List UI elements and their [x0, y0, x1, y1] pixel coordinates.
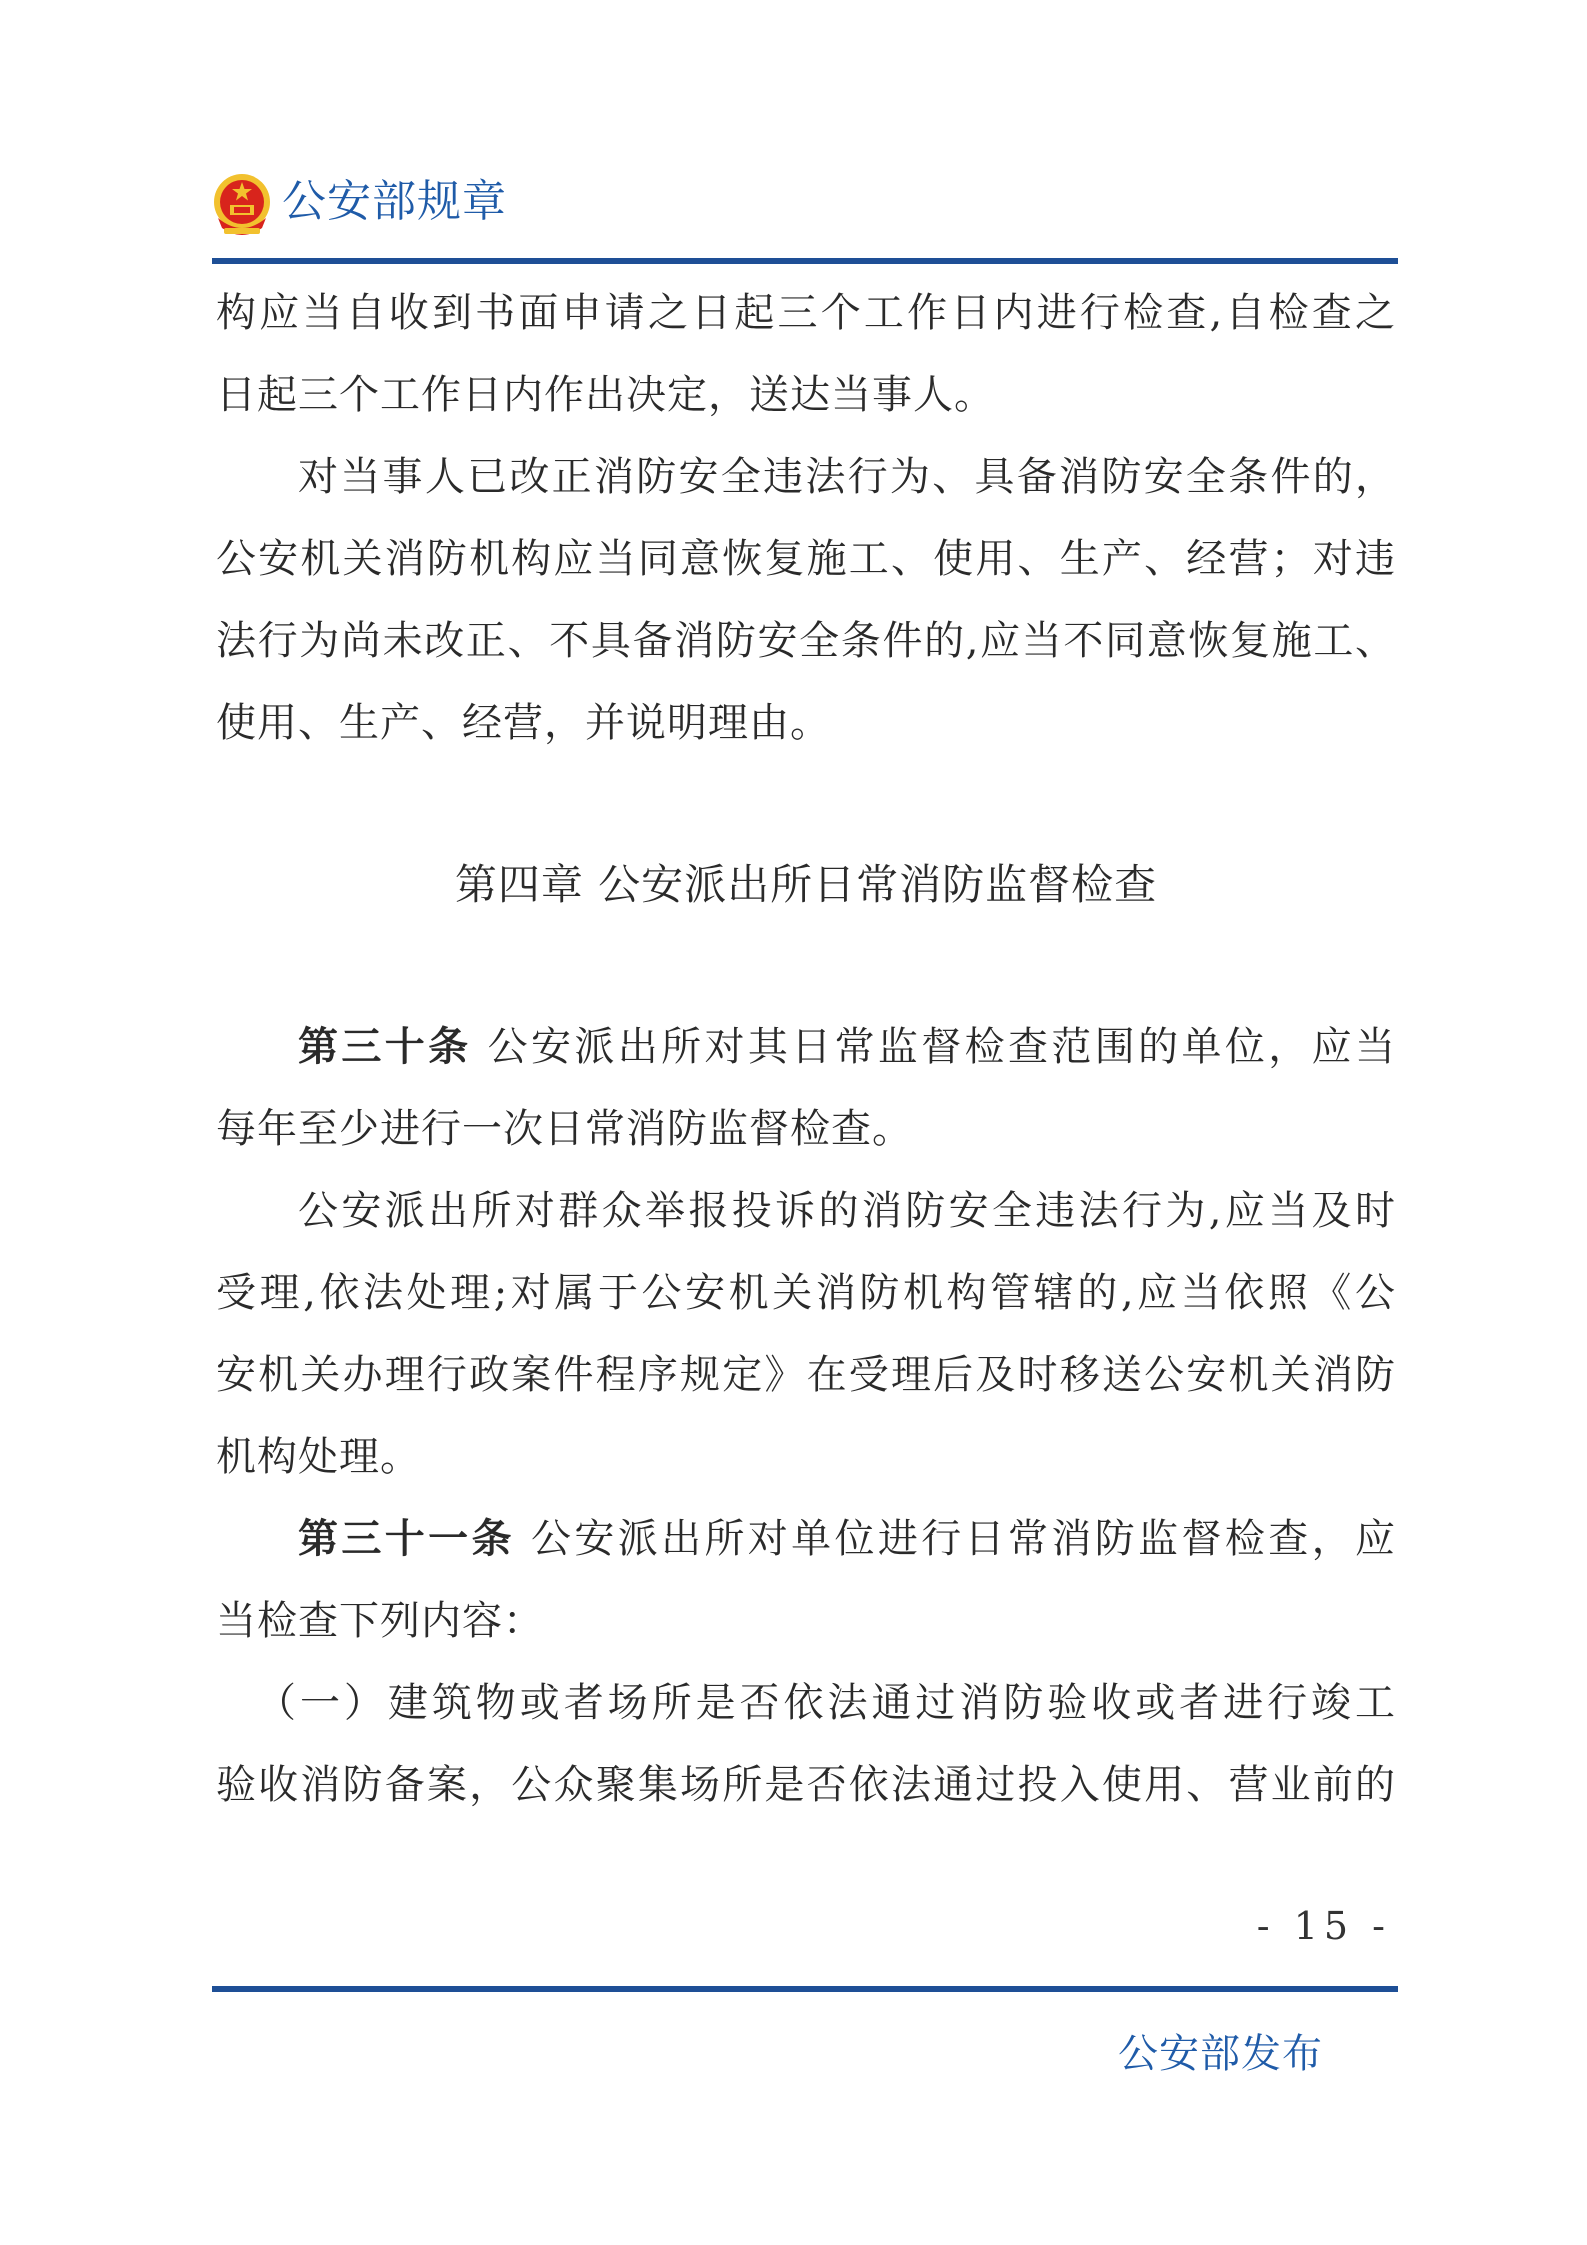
header-rule	[212, 258, 1398, 264]
paragraph-line: 日起三个工作日内作出决定，送达当事人。	[216, 372, 995, 418]
article-31-label: 第三十一条	[298, 1516, 515, 1562]
article-30-line	[216, 1006, 1396, 1088]
paragraph-line: 公安机关消防机构应当同意恢复施工、使用、生产、经营；对违	[216, 536, 1396, 582]
paragraph-line: 安机关办理行政案件程序规定》在受理后及时移送公安机关消防	[216, 1352, 1396, 1398]
article-31-text: 公安派出所对单位进行日常消防监督检查，应	[530, 1516, 1396, 1562]
list-item-line: （一）建筑物或者场所是否依法通过消防验收或者进行竣工	[256, 1680, 1396, 1726]
paragraph-line: 使用、生产、经营，并说明理由。	[216, 700, 831, 746]
article-30-text: 公安派出所对其日常监督检查范围的单位，应当	[487, 1024, 1396, 1070]
list-item-line: 验收消防备案，公众聚集场所是否依法通过投入使用、营业前的	[216, 1762, 1396, 1808]
paragraph-line: 受理,依法处理;对属于公安机关消防机构管辖的,应当依照《公	[216, 1270, 1396, 1316]
article-31-line	[216, 1498, 1396, 1580]
footer-publisher: 公安部发布	[1118, 2031, 1323, 2077]
article-30-label: 第三十条	[298, 1024, 472, 1070]
paragraph-line: 当检查下列内容：	[216, 1598, 544, 1644]
paragraph-line: 构应当自收到书面申请之日起三个工作日内进行检查,自检查之	[216, 290, 1396, 336]
paragraph-line: 对当事人已改正消防安全违法行为、具备消防安全条件的，	[298, 454, 1396, 500]
page-number: - 15 -	[1256, 1904, 1391, 1948]
document-body	[216, 272, 1396, 1826]
footer-rule	[212, 1986, 1398, 1992]
page-header	[212, 168, 1392, 244]
header-title: 公安部规章	[282, 176, 507, 227]
paragraph-line: 机构处理。	[216, 1434, 421, 1480]
paragraph-line: 每年至少进行一次日常消防监督检查。	[216, 1106, 913, 1152]
paragraph-line: 法行为尚未改正、不具备消防安全条件的,应当不同意恢复施工、	[216, 618, 1396, 664]
chapter-heading: 第四章 公安派出所日常消防监督检查	[454, 860, 1158, 909]
paragraph-line: 公安派出所对群众举报投诉的消防安全违法行为,应当及时	[298, 1188, 1396, 1234]
national-emblem-icon	[212, 172, 272, 238]
